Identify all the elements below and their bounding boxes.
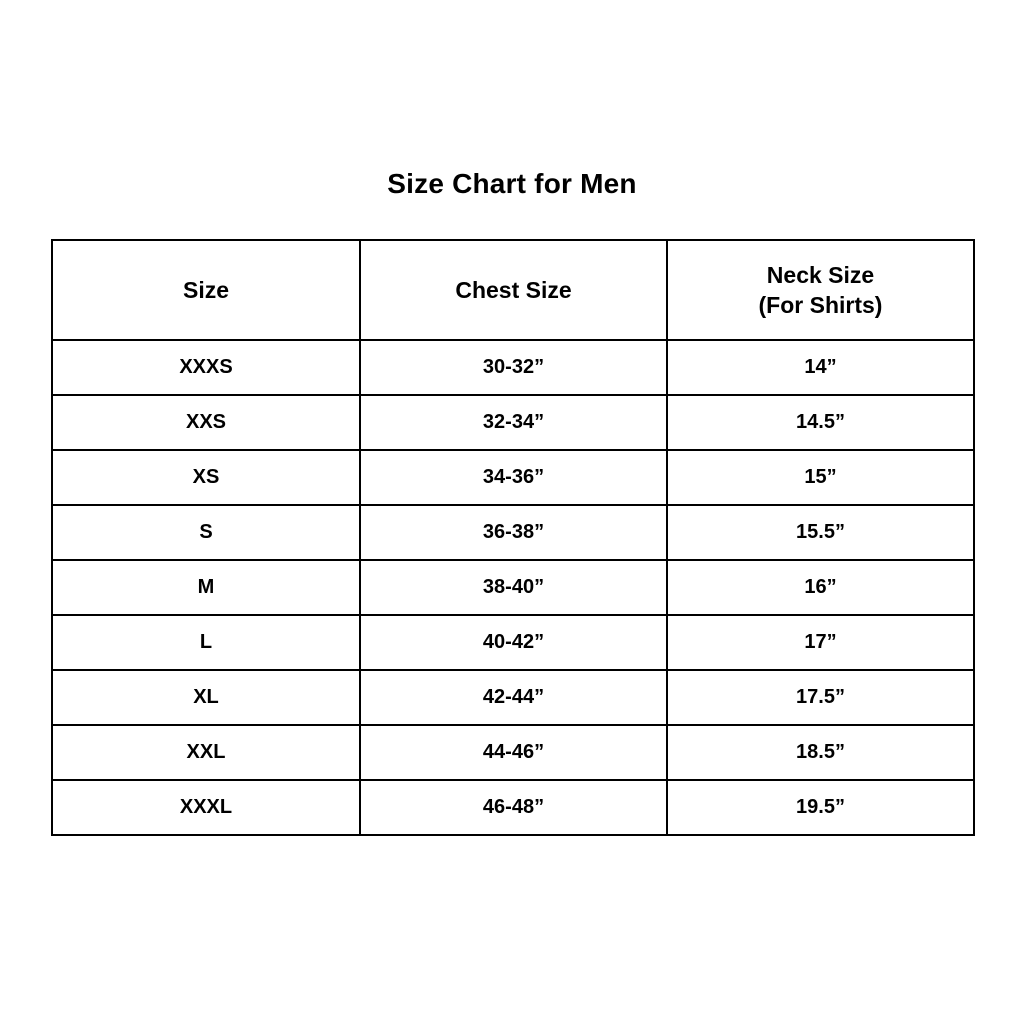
cell-size: M xyxy=(52,560,360,615)
table-header-row xyxy=(52,240,974,340)
cell-chest: 38-40” xyxy=(360,560,667,615)
cell-chest: 46-48” xyxy=(360,780,667,835)
table-row xyxy=(52,340,974,395)
table-body xyxy=(52,340,974,835)
table-row xyxy=(52,780,974,835)
cell-size: L xyxy=(52,615,360,670)
cell-neck: 14.5” xyxy=(667,395,974,450)
table-row xyxy=(52,450,974,505)
cell-chest: 36-38” xyxy=(360,505,667,560)
cell-neck: 18.5” xyxy=(667,725,974,780)
table-row xyxy=(52,560,974,615)
cell-chest: 32-34” xyxy=(360,395,667,450)
table-row xyxy=(52,615,974,670)
cell-size: S xyxy=(52,505,360,560)
cell-size: XXXL xyxy=(52,780,360,835)
table-row xyxy=(52,505,974,560)
page-title: Size Chart for Men xyxy=(387,168,637,199)
table-row xyxy=(52,670,974,725)
table-header xyxy=(52,240,974,340)
cell-neck: 14” xyxy=(667,340,974,395)
cell-neck: 16” xyxy=(667,560,974,615)
column-header-chest xyxy=(360,240,667,340)
cell-chest: 40-42” xyxy=(360,615,667,670)
cell-neck: 17.5” xyxy=(667,670,974,725)
size-chart-table xyxy=(51,239,975,836)
cell-neck: 19.5” xyxy=(667,780,974,835)
column-header-size xyxy=(52,240,360,340)
cell-chest: 34-36” xyxy=(360,450,667,505)
cell-size: XXS xyxy=(52,395,360,450)
cell-size: XXL xyxy=(52,725,360,780)
cell-chest: 44-46” xyxy=(360,725,667,780)
cell-chest: 30-32” xyxy=(360,340,667,395)
table-row xyxy=(52,725,974,780)
cell-size: XS xyxy=(52,450,360,505)
cell-neck: 15” xyxy=(667,450,974,505)
column-header-neck-label: Neck Size xyxy=(766,261,875,288)
cell-neck: 17” xyxy=(667,615,974,670)
column-header-size-label: Size xyxy=(182,276,230,303)
column-header-chest-label: Chest Size xyxy=(455,276,572,303)
column-header-neck xyxy=(667,240,974,340)
cell-chest: 42-44” xyxy=(360,670,667,725)
table-row xyxy=(52,395,974,450)
cell-size: XL xyxy=(52,670,360,725)
cell-size: XXXS xyxy=(52,340,360,395)
cell-neck: 15.5” xyxy=(667,505,974,560)
size-chart-table-wrapper xyxy=(51,239,973,836)
column-header-neck-sublabel: (For Shirts) xyxy=(758,292,883,318)
